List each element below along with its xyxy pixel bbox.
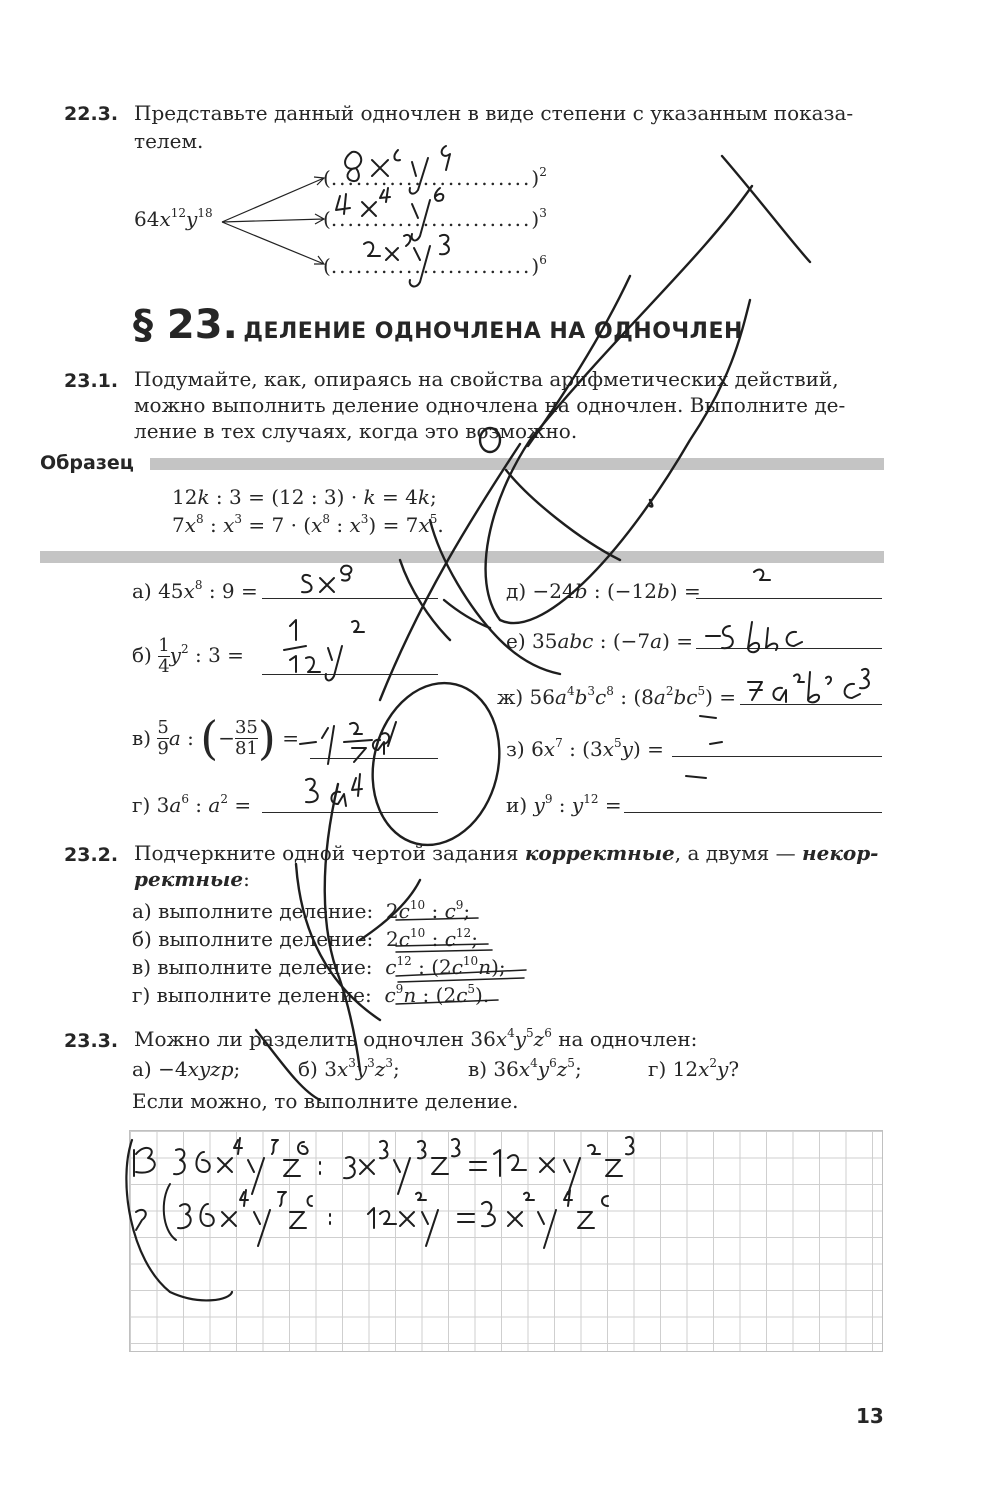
exercise-23-2-line2: ректные: xyxy=(134,867,250,891)
exercise-23-3-line1: Можно ли разделить одночлен $36x^4y^5z^6$ на одночлен: xyxy=(134,1026,698,1051)
exercise-number-22-3: 22.3. xyxy=(64,103,119,125)
item-a: а) $45x^8$ : 9 = xyxy=(132,578,258,603)
exercise-23-1-line1: Подумайте, как, опираясь на свойства арифметических действий, xyxy=(134,367,839,391)
item-z: з) $6x^7$ : $(3x^5y)$ = xyxy=(506,736,664,761)
page-number: 13 xyxy=(856,1404,884,1428)
section-heading: § 23. ДЕЛЕНИЕ ОДНОЧЛЕНА НА ОДНОЧЛЕН xyxy=(133,302,743,348)
sample-line1: 12k : 3 = (12 : 3) · k = 4k; xyxy=(172,485,437,509)
task-b: б) выполните деление: $2c^{10}$ : $c^{12}$; xyxy=(132,926,478,951)
exercise-number-23-2: 23.2. xyxy=(64,844,119,866)
answer-line-e[interactable] xyxy=(696,648,882,649)
monomial-64x12y18: $64x^{12}y^{18}$ xyxy=(134,206,213,231)
item-zh: ж) $56a^4b^3c^8$ : $(8a^2bc^5)$ = xyxy=(497,684,737,709)
answer-line-v[interactable] xyxy=(310,758,438,759)
exercise-23-2-line1: Подчеркните одной чертой задания корректные, а двумя — некор- xyxy=(134,841,879,865)
exercise-22-3-text-line2: телем. xyxy=(134,129,204,153)
exercise-number-23-1: 23.1. xyxy=(64,370,119,392)
power-target-3: (........................)$^6$ xyxy=(323,253,547,278)
task-a: а) выполните деление: $2c^{10}$ : $c^9$; xyxy=(132,898,471,923)
answer-line-i[interactable] xyxy=(624,812,882,813)
task-g: г) выполните деление: $c^9n$ : $(2c^5)$. xyxy=(132,982,490,1007)
answer-line-z[interactable] xyxy=(672,756,882,757)
item-i: и) $y^9$ : $y^{12}$ = xyxy=(506,792,622,817)
answer-line-g[interactable] xyxy=(262,812,438,813)
sample-line2: $7x^8$ : $x^3 = 7 \cdot (x^8$ : $x^3) = 7x^5$. xyxy=(172,512,444,537)
answer-line-d[interactable] xyxy=(696,598,882,599)
answer-line-a[interactable] xyxy=(262,598,438,599)
item-b: б) $\frac{1}{4}$ $y^2$ : 3 = xyxy=(132,635,244,677)
item-v: в) $\frac{5}{9}$ a : ( − $\frac{35}{81}$ ) = xyxy=(132,711,299,765)
option-v: в) $36x^4y^6z^5$; xyxy=(468,1056,582,1081)
option-a: а) −4xyzp; xyxy=(132,1057,241,1081)
option-b: б) $3x^3y^3z^3$; xyxy=(298,1056,400,1081)
option-g: г) $12x^2y$? xyxy=(648,1056,740,1081)
item-e: е) 35abc : (−7a) = xyxy=(506,629,693,653)
exercise-23-1-line2: можно выполнить деление одночлена на одночлен. Выполните де- xyxy=(134,393,846,417)
answer-line-b[interactable] xyxy=(262,674,438,675)
sample-label: Образец xyxy=(40,452,134,474)
exercise-22-3-text-line1: Представьте данный одночлен в виде степени с указанным показа- xyxy=(134,101,854,125)
item-g: г) $3a^6$ : $a^2$ = xyxy=(132,792,252,817)
task-v: в) выполните деление: $c^{12}$ : $(2c^{10}n)$; xyxy=(132,954,506,979)
sample-bar-top xyxy=(150,458,884,470)
graph-paper-grid xyxy=(129,1130,883,1352)
sample-bar-bottom xyxy=(40,551,884,563)
answer-line-zh[interactable] xyxy=(740,704,882,705)
power-target-2: (........................)$^3$ xyxy=(323,206,547,231)
power-target-1: (........................)$^2$ xyxy=(323,165,547,190)
exercise-23-1-line3: ление в тех случаях, когда это возможно. xyxy=(134,419,578,443)
branch-arrows xyxy=(0,0,340,290)
item-d: д) −24b : (−12b) = xyxy=(506,579,701,603)
exercise-23-3-line3: Если можно, то выполните деление. xyxy=(132,1089,519,1113)
exercise-number-23-3: 23.3. xyxy=(64,1030,119,1052)
